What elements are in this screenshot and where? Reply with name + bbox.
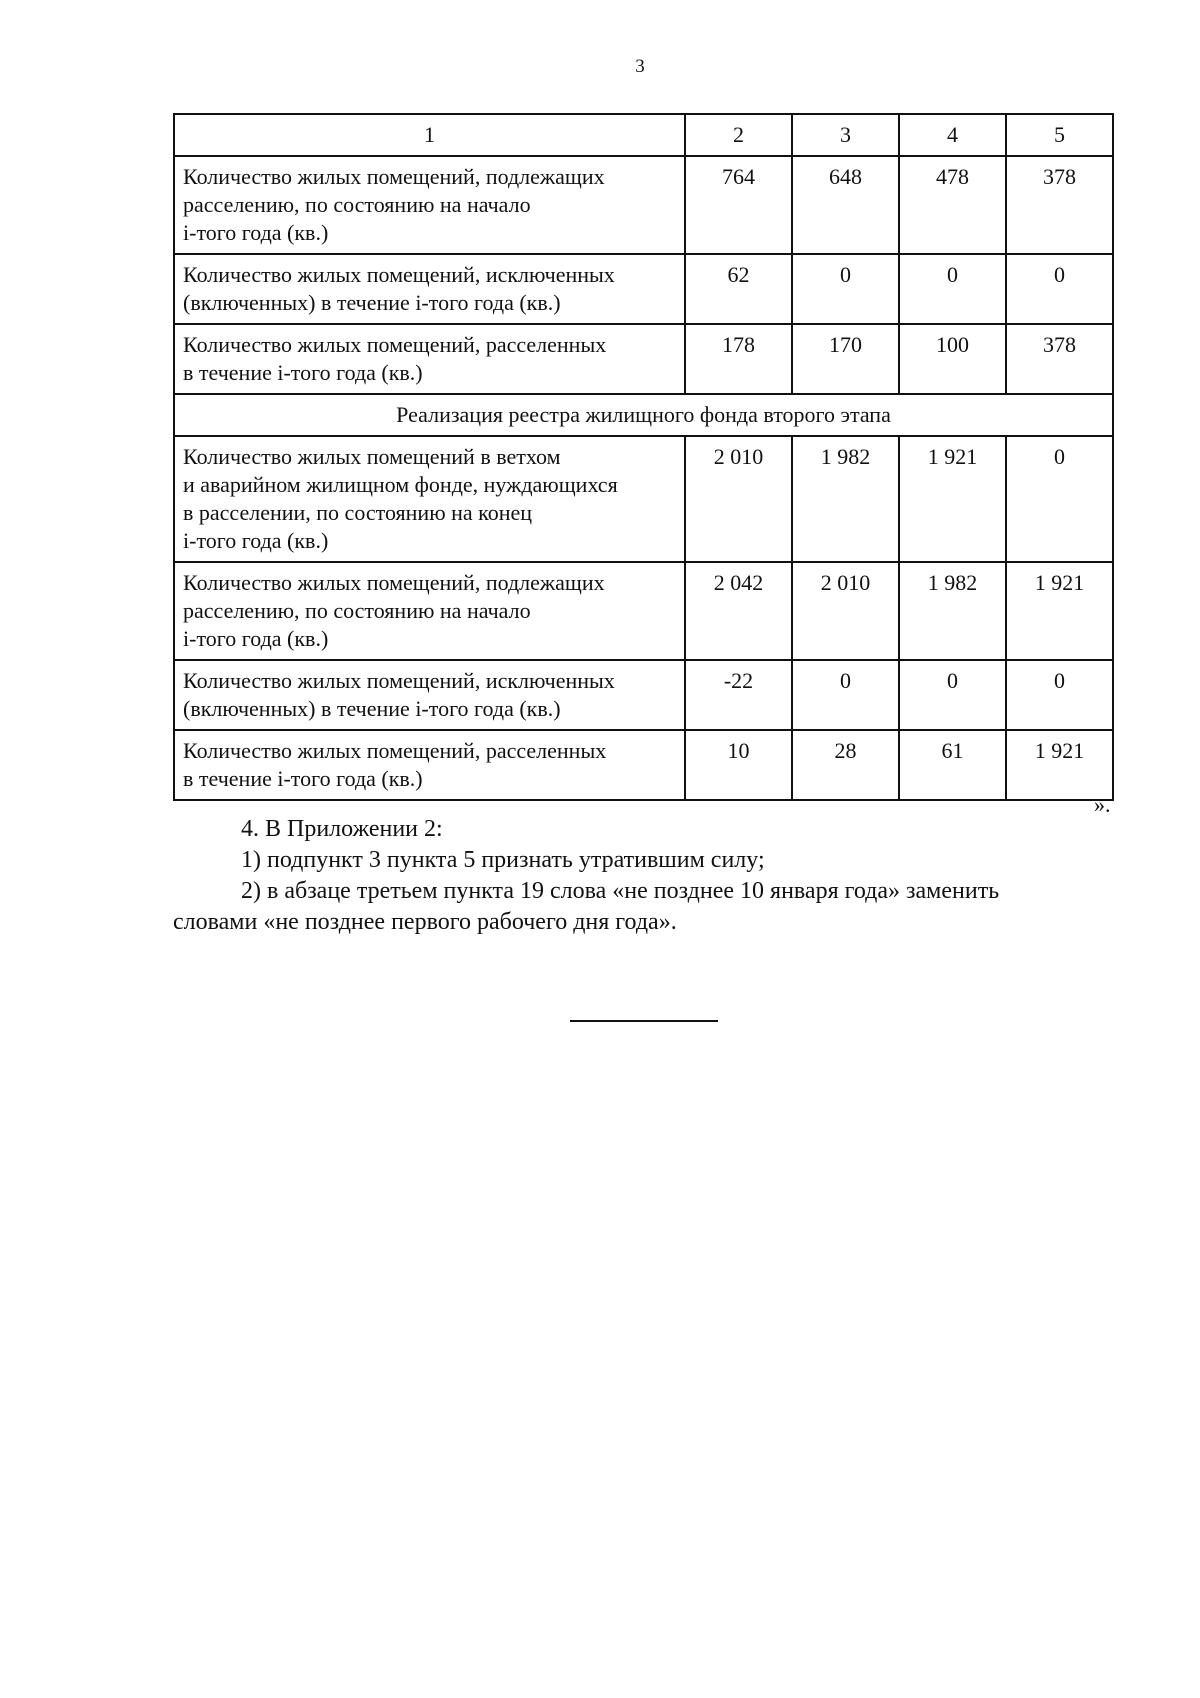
table-cell: 1 982 [792, 436, 899, 562]
table-cell: 0 [1006, 660, 1113, 730]
table-row [174, 730, 1113, 800]
table-cell: 0 [792, 660, 899, 730]
end-divider-line [570, 1020, 718, 1022]
table-row [174, 156, 1113, 254]
table-cell: 1 921 [1006, 730, 1113, 800]
table-row [174, 562, 1113, 660]
paragraph-item-4: 4. В Приложении 2: [241, 816, 443, 842]
table-cell: 0 [792, 254, 899, 324]
table-cell: 100 [899, 324, 1006, 394]
table-cell: 764 [685, 156, 792, 254]
row-label: Количество жилых помещений, расселенных в течение i-того года (кв.) [174, 730, 685, 800]
table-cell: 0 [899, 254, 1006, 324]
table-cell: 28 [792, 730, 899, 800]
table-row [174, 324, 1113, 394]
table-cell: 648 [792, 156, 899, 254]
table-cell: 62 [685, 254, 792, 324]
table-cell: 178 [685, 324, 792, 394]
closing-quote: ». [1094, 792, 1111, 817]
column-header: 5 [1006, 114, 1113, 156]
table-cell: 1 982 [899, 562, 1006, 660]
row-label: Количество жилых помещений в ветхом и аварийном жилищном фонде, нуждающихся в расселении, по состоянию на конец i-того года (кв.) [174, 436, 685, 562]
row-label: Количество жилых помещений, подлежащих расселению, по состоянию на начало i-того года (кв.) [174, 562, 685, 660]
column-header: 3 [792, 114, 899, 156]
amendment-text [173, 814, 1133, 938]
paragraph-subitem-2-line-1: 2) в абзаце третьем пункта 19 слова «не позднее 10 января года» заменить [241, 878, 1000, 904]
column-header: 2 [685, 114, 792, 156]
row-label: Количество жилых помещений, расселенных в течение i-того года (кв.) [174, 324, 685, 394]
table-cell: 1 921 [899, 436, 1006, 562]
section-row [174, 394, 1113, 436]
table-cell: 378 [1006, 156, 1113, 254]
table-cell: 10 [685, 730, 792, 800]
column-header: 1 [174, 114, 685, 156]
column-header: 4 [899, 114, 1006, 156]
table-cell: 0 [899, 660, 1006, 730]
table-header-row [174, 114, 1113, 156]
row-label: Количество жилых помещений, исключенных (включенных) в течение i-того года (кв.) [174, 660, 685, 730]
row-label: Количество жилых помещений, исключенных (включенных) в течение i-того года (кв.) [174, 254, 685, 324]
table-cell: 170 [792, 324, 899, 394]
table-cell: 0 [1006, 436, 1113, 562]
table-cell: 378 [1006, 324, 1113, 394]
table-cell: 61 [899, 730, 1006, 800]
paragraph-subitem-1: 1) подпункт 3 пункта 5 признать утратившим силу; [241, 847, 765, 873]
table-cell: 2 010 [685, 436, 792, 562]
table-cell: 1 921 [1006, 562, 1113, 660]
section-title: Реализация реестра жилищного фонда второго этапа [174, 394, 1113, 436]
table-cell: 2 010 [792, 562, 899, 660]
table-row [174, 436, 1113, 562]
table-row [174, 254, 1113, 324]
table-cell: 2 042 [685, 562, 792, 660]
page-number: 3 [635, 56, 645, 77]
table-cell: -22 [685, 660, 792, 730]
row-label: Количество жилых помещений, подлежащих расселению, по состоянию на начало i-того года (кв.) [174, 156, 685, 254]
table-cell: 478 [899, 156, 1006, 254]
data-table [173, 113, 1114, 801]
paragraph-subitem-2-line-2: словами «не позднее первого рабочего дня года». [173, 909, 677, 935]
table-cell: 0 [1006, 254, 1113, 324]
table-row [174, 660, 1113, 730]
